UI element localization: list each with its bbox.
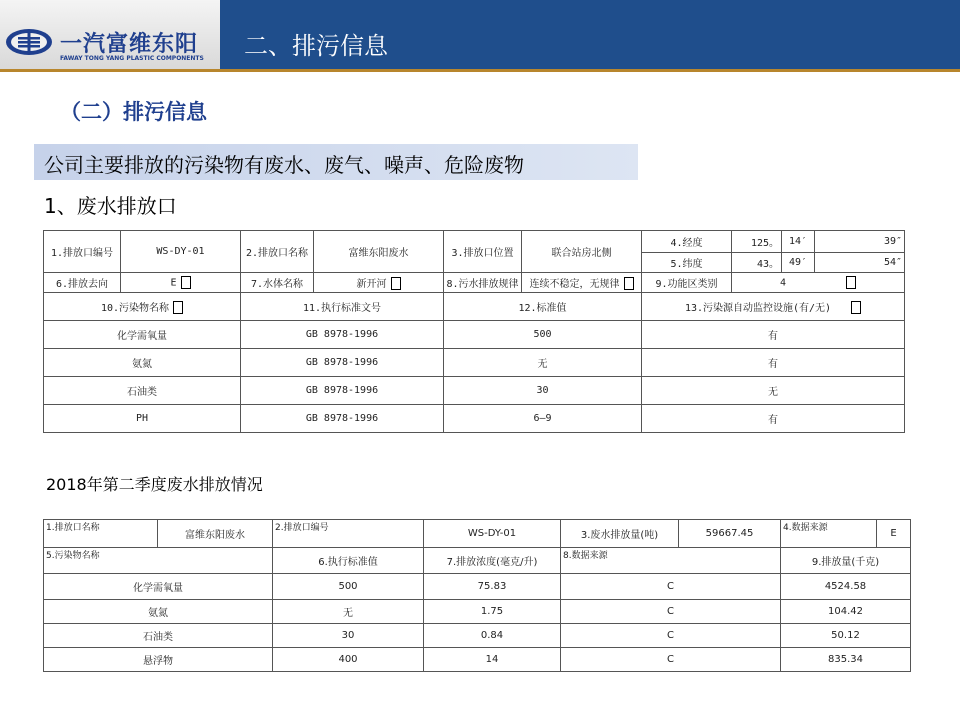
checkbox-icon	[173, 301, 183, 314]
pollutant-name: 氨氮	[44, 600, 273, 624]
discharge-rule-label: 8.污水排放规律	[444, 273, 522, 293]
function-zone-value	[732, 273, 905, 293]
column-header: 9.排放量(千克)	[781, 548, 911, 574]
checkbox-icon	[391, 277, 401, 290]
table-row	[44, 520, 911, 548]
pollutant-name: 悬浮物	[44, 648, 273, 672]
concentration: 1.75	[424, 600, 561, 624]
outlet-name-label: 1.排放口名称	[44, 520, 158, 548]
standard-value: 500	[273, 574, 424, 600]
discharge-amount: 104.42	[781, 600, 911, 624]
pollutant-name: 氨氮	[44, 349, 241, 377]
column-header: 6.执行标准值	[273, 548, 424, 574]
logo	[0, 0, 220, 69]
table-header-row	[44, 293, 905, 321]
standard-doc: GB 8978-1996	[241, 377, 444, 405]
subsection-title: 1、废水排放口	[44, 194, 177, 218]
table-row	[44, 349, 905, 377]
header-divider	[0, 69, 960, 72]
water-body-value	[314, 273, 444, 293]
column-header: 12.标准值	[444, 293, 642, 321]
column-header	[44, 293, 241, 321]
standard-value: 6—9	[444, 405, 642, 433]
column-header: 5.污染物名称	[44, 548, 273, 574]
standard-value: 500	[444, 321, 642, 349]
monitoring-status: 无	[642, 377, 905, 405]
outlet-name-value: 富维东阳废水	[314, 231, 444, 273]
table-row	[44, 231, 905, 253]
data-source: C	[561, 648, 781, 672]
column-header: 7.排放浓度(毫克/升)	[424, 548, 561, 574]
outlet-position-label: 3.排放口位置	[444, 231, 522, 273]
title-bar	[220, 0, 960, 69]
function-zone-value-text: 4	[779, 277, 787, 289]
column-header: 11.执行标准文号	[241, 293, 444, 321]
table-row	[44, 574, 911, 600]
longitude-label: 4.经度	[642, 231, 732, 253]
faw-emblem-icon	[4, 27, 54, 57]
column-header: 8.数据来源	[561, 548, 781, 574]
direction-value	[121, 273, 241, 293]
standard-value: 无	[273, 600, 424, 624]
table-row	[44, 405, 905, 433]
latitude-degrees: 43。	[732, 253, 782, 273]
standard-doc: GB 8978-1996	[241, 405, 444, 433]
section-title: （二）排污信息	[60, 99, 207, 124]
table-row	[44, 273, 905, 293]
pollutant-name: 化学需氧量	[44, 321, 241, 349]
monitoring-status: 有	[642, 405, 905, 433]
discharge-amount: 4524.58	[781, 574, 911, 600]
logo-chinese-name: 一汽富维东阳	[60, 32, 199, 57]
data-source: C	[561, 600, 781, 624]
checkbox-icon	[624, 277, 634, 290]
outlet-position-value: 联合站房北侧	[522, 231, 642, 273]
outlet-no-label: 1.排放口编号	[44, 231, 121, 273]
wastewater-volume-label: 3.废水排放量(吨)	[561, 520, 679, 548]
standard-value: 400	[273, 648, 424, 672]
summary-banner	[34, 144, 638, 180]
column-header-text: 10.污染物名称	[100, 302, 170, 314]
discharge-rule-value	[522, 273, 642, 293]
pollutant-name: PH	[44, 405, 241, 433]
wastewater-volume-value: 59667.45	[679, 520, 781, 548]
direction-label: 6.排放去向	[44, 273, 121, 293]
outlet-code-label: 2.排放口编号	[273, 520, 424, 548]
latitude-seconds: 54″	[815, 253, 905, 273]
discharge-amount: 835.34	[781, 648, 911, 672]
checkbox-icon	[846, 276, 856, 289]
water-body-value-text: 新开河	[356, 278, 387, 290]
monitoring-status: 有	[642, 321, 905, 349]
water-body-label: 7.水体名称	[241, 273, 314, 293]
outlet-name-value: 富维东阳废水	[158, 520, 273, 548]
outlet-code-value: WS-DY-01	[424, 520, 561, 548]
longitude-minutes: 14′	[782, 231, 815, 253]
pollutant-name: 化学需氧量	[44, 574, 273, 600]
table-row	[44, 624, 911, 648]
outlet-no-value: WS-DY-01	[121, 231, 241, 273]
discharge-amount: 50.12	[781, 624, 911, 648]
table-row	[44, 321, 905, 349]
direction-value-text: E	[170, 277, 177, 289]
data-source: C	[561, 574, 781, 600]
pollutant-name: 石油类	[44, 377, 241, 405]
column-header	[642, 293, 905, 321]
concentration: 75.83	[424, 574, 561, 600]
concentration: 0.84	[424, 624, 561, 648]
standard-doc: GB 8978-1996	[241, 321, 444, 349]
logo-english-name: FAWAY TONG YANG PLASTIC COMPONENTS	[60, 55, 204, 62]
header	[0, 0, 960, 72]
function-zone-label: 9.功能区类别	[642, 273, 732, 293]
table-row	[44, 600, 911, 624]
concentration: 14	[424, 648, 561, 672]
checkbox-icon	[851, 301, 861, 314]
pollutant-name: 石油类	[44, 624, 273, 648]
longitude-seconds: 39″	[815, 231, 905, 253]
table-row	[44, 377, 905, 405]
latitude-label: 5.纬度	[642, 253, 732, 273]
standard-doc: GB 8978-1996	[241, 349, 444, 377]
summary-banner-text: 公司主要排放的污染物有废水、废气、噪声、危险废物	[44, 153, 524, 177]
data-source-label: 4.数据来源	[781, 520, 877, 548]
table-row	[44, 648, 911, 672]
standard-value: 30	[444, 377, 642, 405]
data-source: C	[561, 624, 781, 648]
data-source-value: E	[877, 520, 911, 548]
standard-value: 30	[273, 624, 424, 648]
discharge-table	[43, 519, 911, 672]
table-header-row	[44, 548, 911, 574]
standard-value: 无	[444, 349, 642, 377]
column-header-text: 13.污染源自动监控设施(有/无)	[684, 302, 832, 314]
longitude-degrees: 125。	[732, 231, 782, 253]
monitoring-status: 有	[642, 349, 905, 377]
outlet-name-label: 2.排放口名称	[241, 231, 314, 273]
page-title: 二、排污信息	[244, 32, 388, 60]
discharge-table-caption: 2018年第二季度废水排放情况	[46, 475, 263, 494]
checkbox-icon	[181, 276, 191, 289]
outlet-info-table	[43, 230, 905, 433]
discharge-rule-value-text: 连续不稳定，无规律	[529, 278, 620, 290]
latitude-minutes: 49′	[782, 253, 815, 273]
